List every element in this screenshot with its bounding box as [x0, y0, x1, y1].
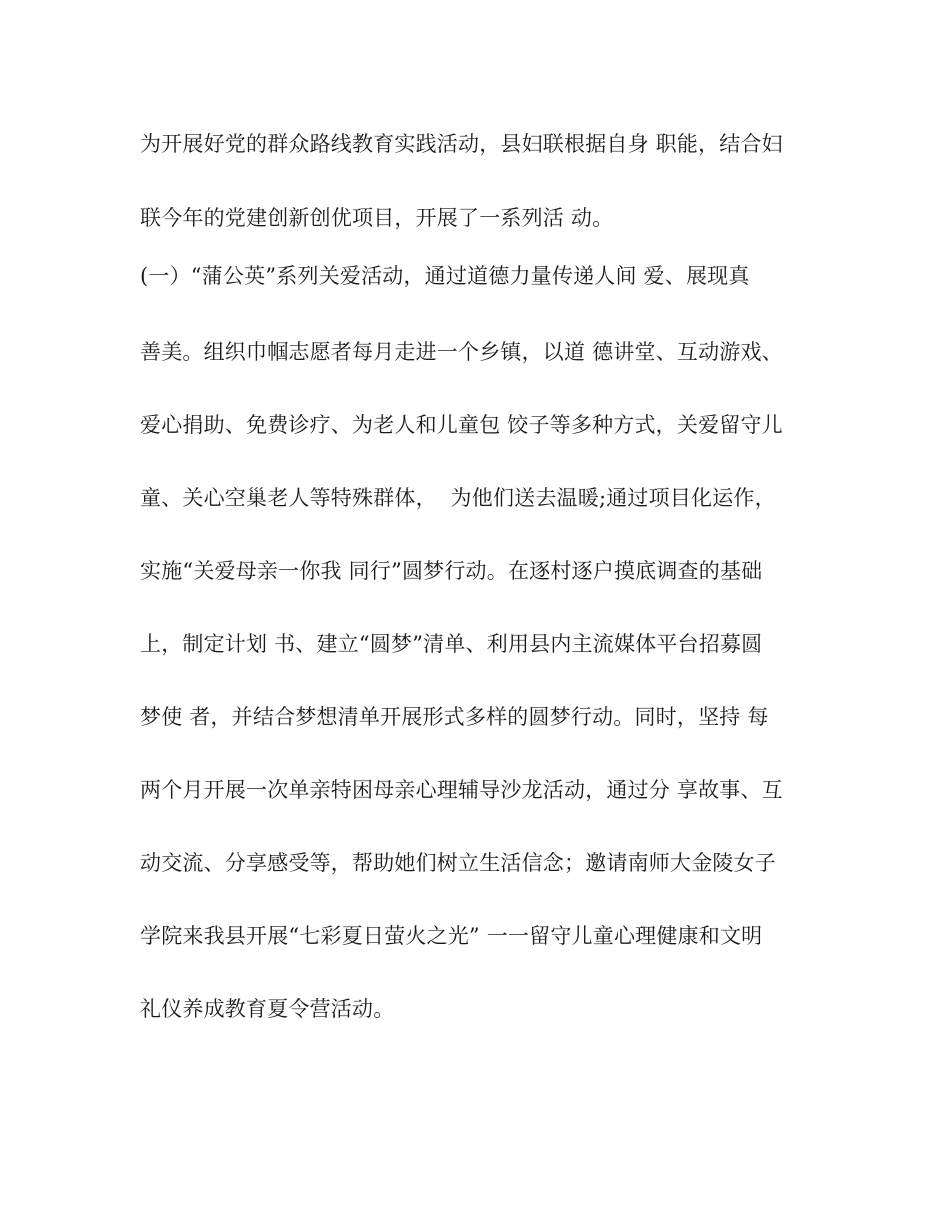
body-text-line: 动交流、分享感受等，帮助她们树立生活信念；邀请南师大金陵女子: [140, 851, 776, 875]
body-text-line: 实施“关爱母亲一你我 同行”圆梦行动。在逐村逐户摸底调查的基础: [140, 559, 763, 583]
body-text-line: 童、关心空巢老人等特殊群体， 为他们送去温暖;通过项目化运作，: [140, 486, 776, 510]
body-text-line: 联今年的党建创新创优项目，开展了一系列活 动。: [140, 206, 614, 230]
body-text-line: 礼仪养成教育夏令营活动。: [140, 997, 395, 1021]
body-text-line: 梦使 者，并结合梦想清单开展形式多样的圆梦行动。同时，坚持 每: [140, 705, 769, 729]
body-text-line: 为开展好党的群众路线教育实践活动，县妇联根据自身 职能，结合妇: [140, 132, 783, 156]
section-heading-line: (一）“蒲公英”系列关爱活动，通过道德力量传递人间 爱、展现真: [140, 264, 750, 288]
body-text-line: 善美。组织巾帼志愿者每月走进一个乡镇，以道 德讲堂、互动游戏、: [140, 340, 783, 364]
body-text-line: 上，制定计划 书、建立“圆梦”清单、利用县内主流媒体平台招募圆: [140, 632, 763, 656]
body-text-line: 学院来我县开展“七彩夏日萤火之光” 一一留守儿童心理健康和文明: [140, 924, 763, 948]
body-text-line: 两个月开展一次单亲特困母亲心理辅导沙龙活动，通过分 享故事、互: [140, 778, 783, 802]
body-text-line: 爱心捐助、免费诊疗、为老人和儿童包 饺子等多种方式，关爱留守儿: [140, 413, 783, 437]
